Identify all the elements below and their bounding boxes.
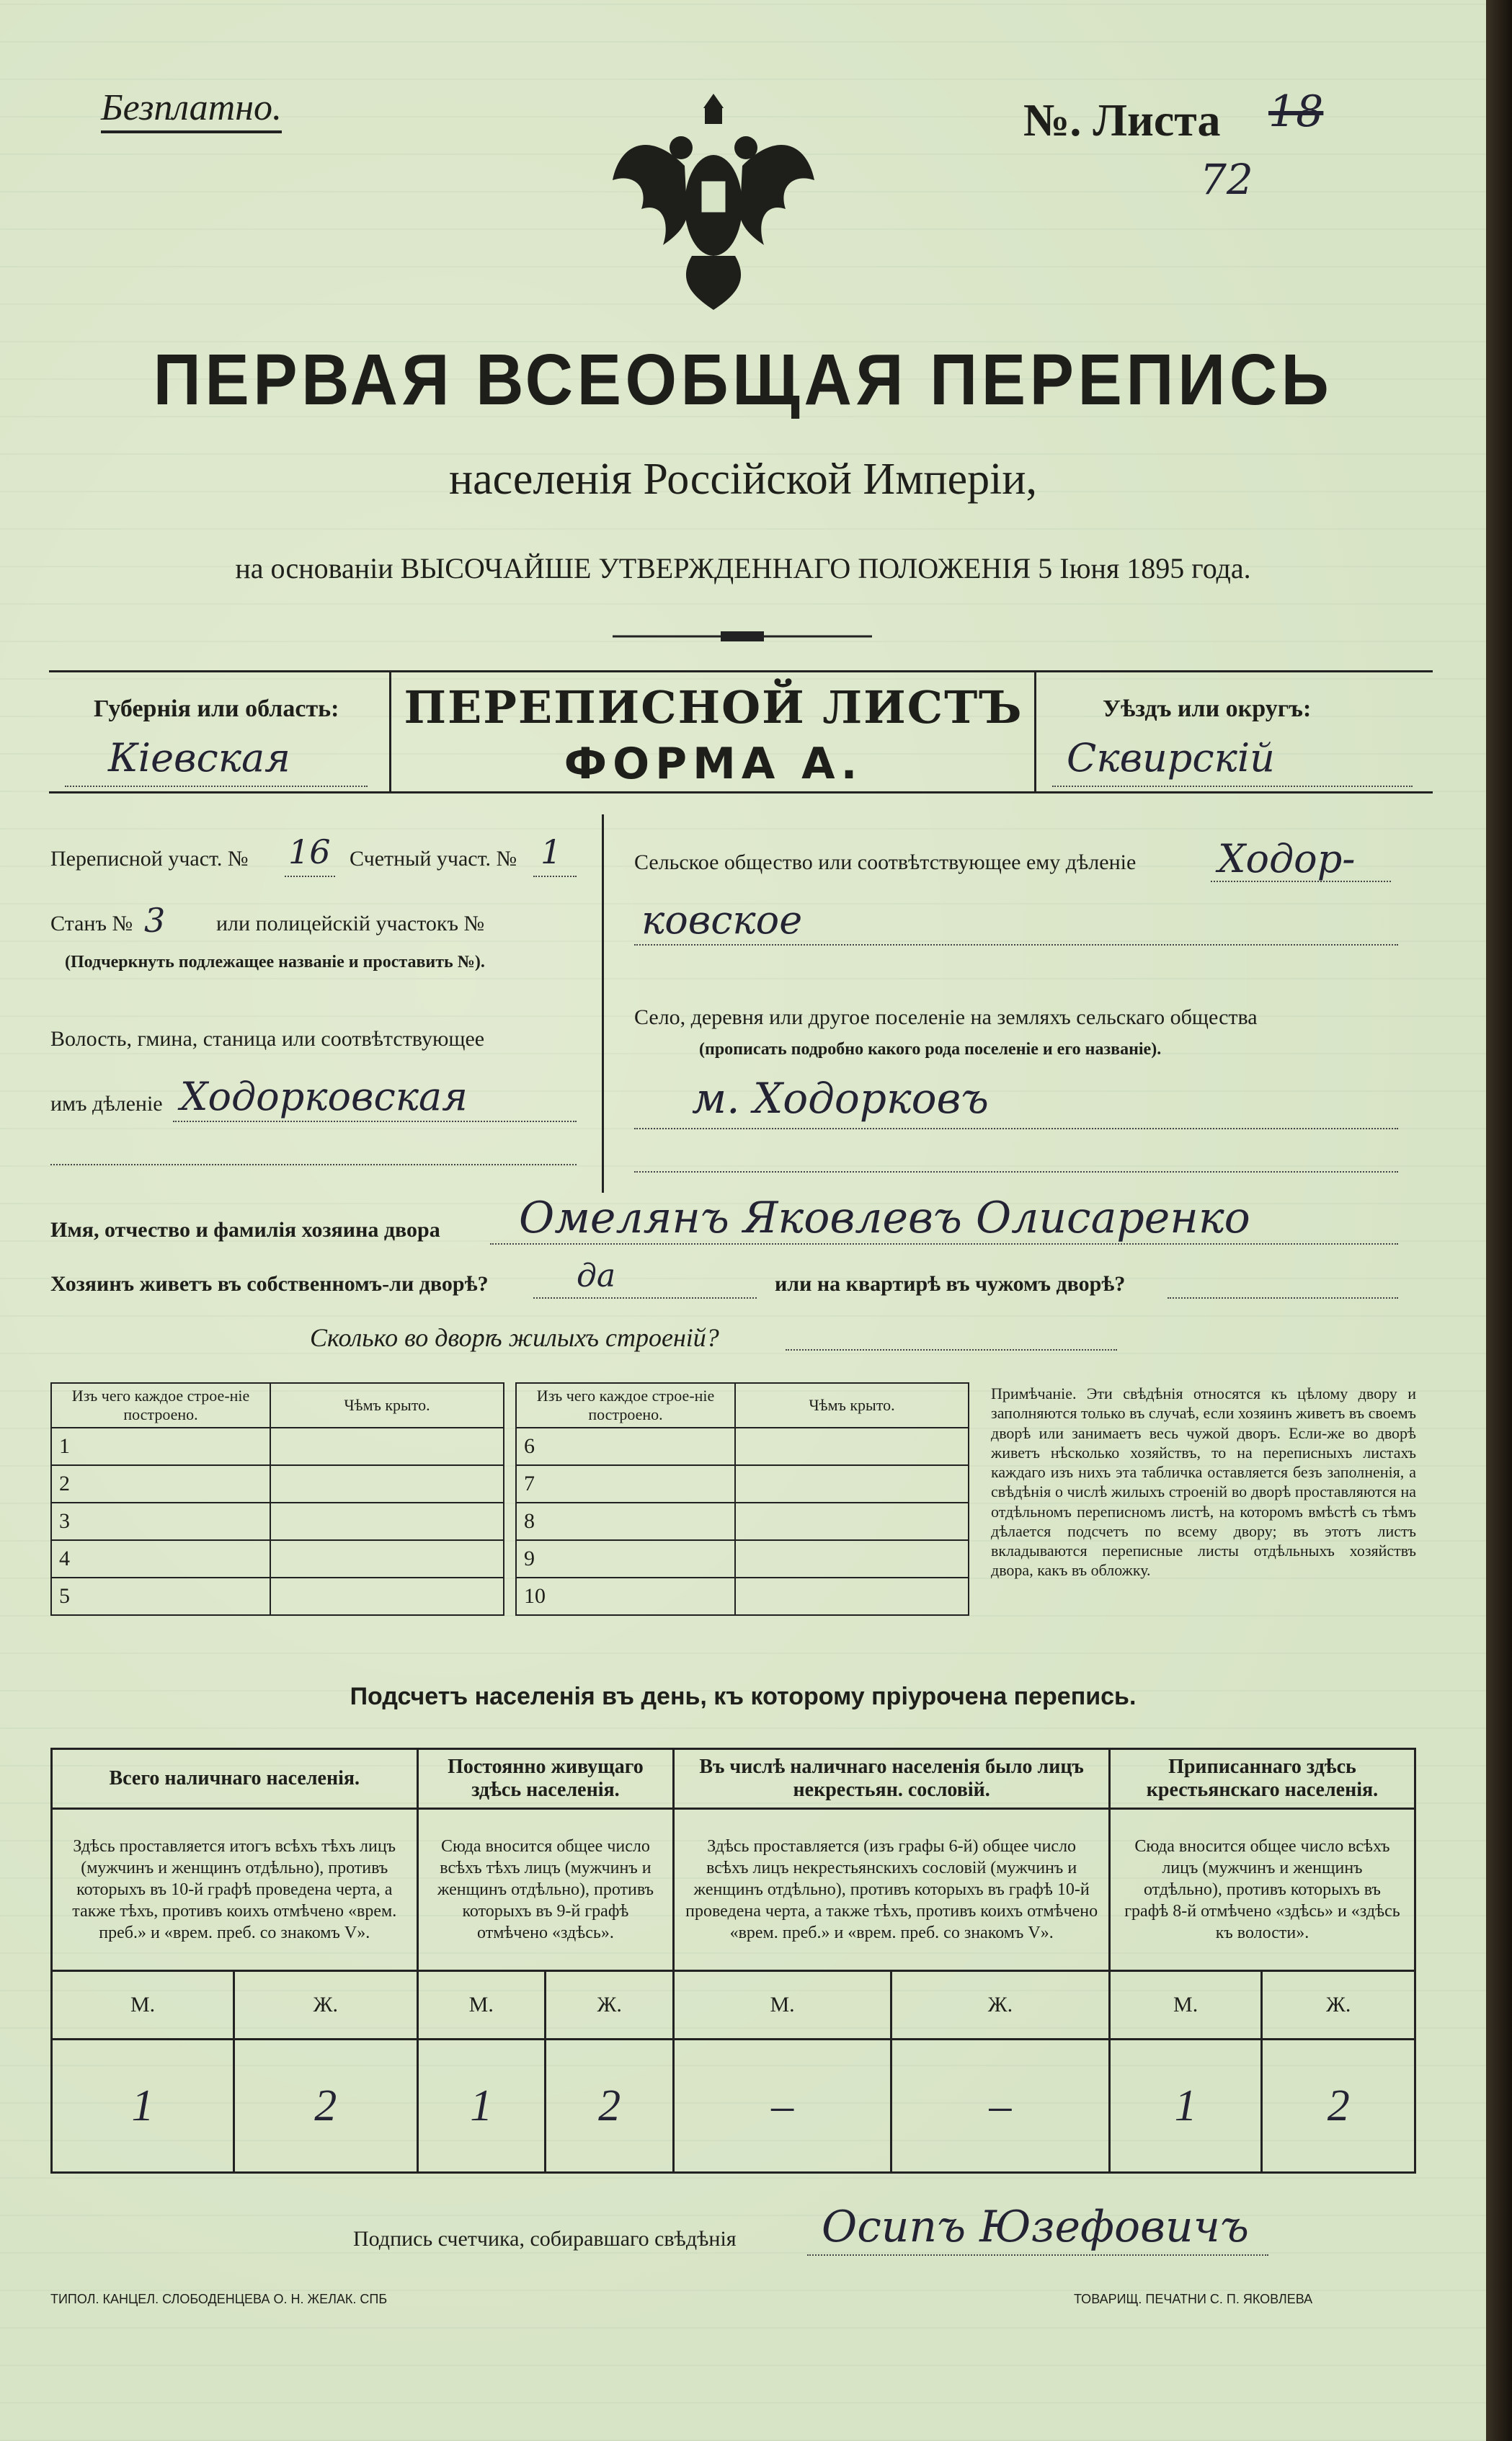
female-header: Ж. (1262, 1971, 1415, 2040)
divider (49, 791, 1433, 793)
owner-rent-label: или на квартирѣ въ чужомъ дворѣ? (775, 1272, 1126, 1296)
col-title: Приписаннаго здѣсь крестьянскаго населенія. (1109, 1749, 1415, 1809)
fill-line (65, 786, 368, 787)
male-header: М. (1109, 1971, 1261, 2040)
roof-cell (270, 1503, 504, 1540)
province-label: Губернія или область: (94, 695, 339, 722)
signature-value: Осипъ Юзефовичъ (822, 2202, 1249, 2252)
village-value: м. Ходорковъ (692, 1074, 989, 1123)
buildings-label: Сколько во дворѣ жилыхъ строеній? (310, 1323, 719, 1352)
sheet-number-old: 18 (1268, 86, 1324, 137)
fill-line (285, 876, 335, 877)
owner-lives-label: Хозяинъ живетъ въ собственномъ-ли дворѣ? (50, 1272, 489, 1296)
fill-line (490, 1243, 1398, 1245)
divider (389, 670, 391, 793)
roof-cell (270, 1578, 504, 1615)
female-count: – (891, 2040, 1109, 2173)
census-area-label: Переписной участ. № (50, 847, 249, 871)
roof-cell (735, 1428, 969, 1465)
row-number: 6 (516, 1428, 735, 1465)
row-number: 10 (516, 1578, 735, 1615)
row-number: 2 (51, 1465, 270, 1503)
census-area-value: 16 (288, 832, 331, 871)
scanner-edge (1486, 0, 1512, 2441)
col-material: Изъ чего каждое строе-ніе построено. (51, 1383, 270, 1428)
row-number: 3 (51, 1503, 270, 1540)
female-header: Ж. (234, 1971, 417, 2040)
stan-label: Станъ № (50, 912, 133, 935)
population-heading: Подсчетъ населенія въ день, къ которому пріурочена перепись. (350, 1683, 1137, 1710)
male-header: М. (417, 1971, 545, 2040)
fill-line (50, 1164, 577, 1165)
fill-line (634, 1171, 1398, 1173)
male-header: М. (52, 1971, 234, 2040)
female-count: 2 (1262, 2040, 1415, 2173)
society-value: Ходор- (1218, 836, 1356, 881)
roof-cell (735, 1503, 969, 1540)
row-number: 7 (516, 1465, 735, 1503)
roof-cell (735, 1578, 969, 1615)
village-note: (прописать подробно какого рода поселеніе и его названіе). (699, 1040, 1162, 1059)
volost-label-cont: имъ дѣленіе (50, 1092, 163, 1116)
fill-line (786, 1349, 1117, 1351)
col-roof: Чѣмъ крыто. (735, 1383, 969, 1428)
signature-label: Подпись счетчика, собиравшаго свѣдѣнія (353, 2227, 737, 2251)
underline-note: (Подчеркнуть подлежащее названіе и проставить №). (65, 953, 485, 971)
fill-line (533, 876, 577, 877)
population-table (50, 1748, 1416, 2174)
fill-line (634, 1128, 1398, 1129)
row-number: 5 (51, 1578, 270, 1615)
sheet-number-label: №. Листа (1023, 94, 1221, 146)
vertical-divider (602, 814, 604, 1193)
col-desc: Сюда вносится общее число всѣхъ лицъ (мужчинъ и женщинъ отдѣльно), противъ которыхъ въ графѣ 8-й отмѣчено «здѣсь» и «здѣсь къ волости». (1109, 1809, 1415, 1971)
volost-value: Ходорковская (180, 1074, 468, 1119)
owner-lives-value: да (577, 1258, 616, 1294)
society-value-cont: ковское (641, 897, 803, 943)
volost-label: Волость, гмина, станица или соотвѣтствующее (50, 1027, 485, 1051)
printer-right: ТОВАРИЩ. ПЕЧАТНИ С. П. ЯКОВЛЕВА (1074, 2292, 1313, 2306)
district-value: Сквирскій (1067, 735, 1275, 781)
count-area-label: Счетный участ. № (350, 847, 517, 871)
fill-line (1052, 786, 1413, 787)
col-title: Всего наличнаго населенія. (52, 1749, 418, 1809)
free-label: Безплатно. (101, 86, 282, 133)
double-headed-eagle-emblem (605, 79, 822, 317)
female-header: Ж. (545, 1971, 673, 2040)
male-count: 1 (1109, 2040, 1261, 2173)
col-material: Изъ чего каждое строе-ніе построено. (516, 1383, 735, 1428)
row-number: 1 (51, 1428, 270, 1465)
village-label: Село, деревня или другое поселеніе на земляхъ сельскаго общества (634, 1005, 1258, 1029)
count-area-value: 1 (541, 832, 562, 871)
society-label: Сельское общество или соотвѣтствующее ему дѣленіе (634, 850, 1137, 874)
fill-line (634, 944, 1398, 946)
roof-cell (735, 1540, 969, 1578)
male-count: 1 (52, 2040, 234, 2173)
col-desc: Здѣсь проставляется итогъ всѣхъ тѣхъ лицъ (мужчинъ и женщинъ отдѣльно), противъ которыхъ въ 10-й графѣ проведена черта, а также тѣхъ, противъ коихъ отмѣчено «врем. преб.» и «врем. преб. со знакомъ V». (52, 1809, 418, 1971)
fill-line (1168, 1297, 1398, 1299)
fill-line (173, 1121, 577, 1122)
document-subtitle: населенія Россійской Имперіи, (448, 455, 1038, 504)
note-text: Примѣчаніе. Эти свѣдѣнія относятся къ цѣлому двору и заполняются только въ случаѣ, если хозяинъ живетъ въ своемъ дворѣ или занимаетъ весь чужой дворъ. Если-же во дворѣ живетъ нѣсколько хозяйствъ, то на переписныхъ листахъ каждаго изъ нихъ эта табличка оставляется безъ заполненія, а свѣдѣнія о числѣ жилыхъ строеній во дворѣ проставляются на отдѣльномъ переписномъ листѣ, на которомъ вмѣстѣ съ тѣмъ дѣлается подсчетъ по всему двору; въ этотъ листъ вкладываются переписные листы отдѣльныхъ хозяйствъ двора, какъ въ обложку. (991, 1384, 1416, 1580)
female-count: 2 (234, 2040, 417, 2173)
district-label: Уѣздъ или округъ: (1103, 695, 1312, 722)
province-value: Кіевская (108, 735, 290, 781)
row-number: 4 (51, 1540, 270, 1578)
roof-cell (270, 1465, 504, 1503)
roof-cell (270, 1540, 504, 1578)
female-count: 2 (545, 2040, 673, 2173)
fill-line (533, 1297, 757, 1299)
female-header: Ж. (891, 1971, 1109, 2040)
row-number: 8 (516, 1503, 735, 1540)
ornament-divider (613, 631, 872, 641)
buildings-table-left (50, 1382, 504, 1616)
document-title: ПЕРВАЯ ВСЕОБЩАЯ ПЕРЕПИСЬ (153, 339, 1333, 420)
fill-line (807, 2254, 1268, 2256)
form-subtitle: ФОРМА А. (564, 739, 863, 789)
col-desc: Здѣсь проставляется (изъ графы 6-й) общее число всѣхъ лицъ некрестьянскихъ сословій (мужчинъ и женщинъ отдѣльно), противъ которыхъ въ графѣ 10-й проведена черта, а также тѣхъ, противъ коихъ отмѣчено «врем. преб.» и «врем. преб. со знакомъ V». (674, 1809, 1110, 1971)
row-number: 9 (516, 1540, 735, 1578)
divider (1034, 670, 1036, 793)
male-count: – (674, 2040, 891, 2173)
buildings-table-right (515, 1382, 969, 1616)
police-label: или полицейскій участокъ № (216, 912, 485, 935)
legal-basis: на основаніи ВЫСОЧАЙШЕ УТВЕРЖДЕННАГО ПОЛОЖЕНІЯ 5 Іюня 1895 года. (235, 552, 1251, 584)
male-count: 1 (417, 2040, 545, 2173)
col-title: Въ числѣ наличнаго населенія было лицъ некрестьян. сословій. (674, 1749, 1110, 1809)
sheet-number-new: 72 (1200, 155, 1253, 204)
fill-line (1211, 881, 1391, 882)
printer-left: ТИПОЛ. КАНЦЕЛ. СЛОБОДЕНЦЕВА О. Н. ЖЕЛАК. СПБ (50, 2292, 388, 2306)
col-roof: Чѣмъ крыто. (270, 1383, 504, 1428)
roof-cell (735, 1465, 969, 1503)
male-header: М. (674, 1971, 891, 2040)
col-desc: Сюда вносится общее число всѣхъ тѣхъ лицъ (мужчинъ и женщинъ отдѣльно), противъ которыхъ въ 9-й графѣ отмѣчено «здѣсь». (417, 1809, 674, 1971)
form-title: ПЕРЕПИСНОЙ ЛИСТЪ (404, 681, 1023, 734)
roof-cell (270, 1428, 504, 1465)
col-title: Постоянно живущаго здѣсь населенія. (417, 1749, 674, 1809)
owner-name-value: Омелянъ Яковлевъ Олисаренко (519, 1193, 1250, 1243)
stan-value: 3 (144, 901, 166, 940)
owner-name-label: Имя, отчество и фамилія хозяина двора (50, 1218, 440, 1242)
